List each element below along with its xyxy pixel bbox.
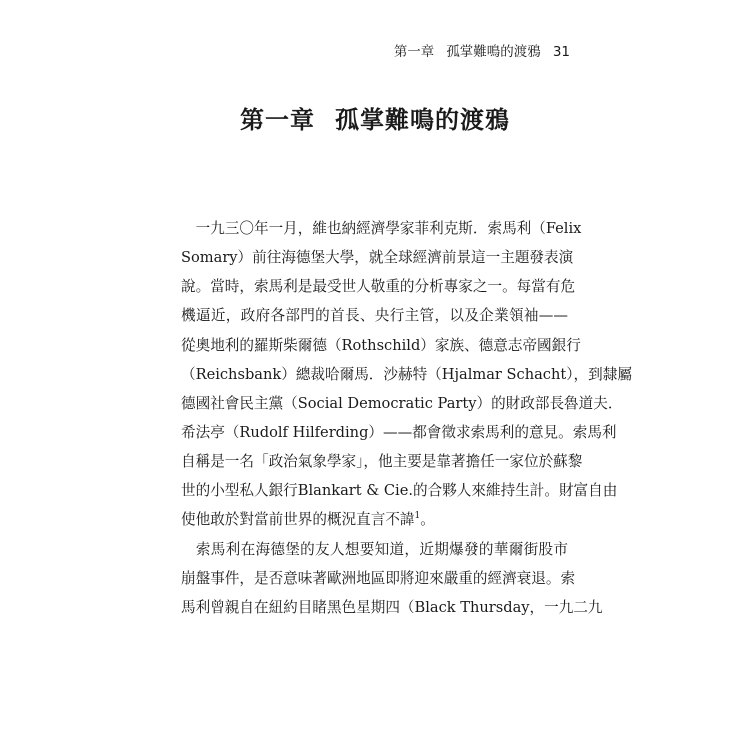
chapter-title-name: 孤掌難鳴的渡鴉 [335, 105, 510, 134]
chapter-title [0, 100, 750, 135]
text-line: 自稱是一名「政治氣象學家」，他主要是靠著擔任一家位於蘇黎 [181, 453, 583, 471]
text-line: 希法亭（Rudolf Hilferding）——都會徵求索馬利的意見。索馬利 [181, 423, 617, 441]
header-chapter-label: 第一章 [393, 44, 435, 60]
text-line: 索馬利在海德堡的友人想要知道，近期爆發的華爾街股市 [181, 540, 568, 558]
paragraph-end-line [181, 505, 568, 534]
text-line: 馬利曾親自在紐約目睹黑色星期四（Black Thursday，一九二九 [181, 598, 603, 616]
text-line: 崩盤事件，是否意味著歐洲地區即將迎來嚴重的經濟衰退。索 [181, 569, 576, 587]
body-text [181, 214, 632, 622]
text-line: 說。當時，索馬利是最受世人敬重的分析專家之一。每當有危 [181, 278, 576, 296]
running-header [394, 40, 570, 60]
text-line: 機逼近，政府各部門的首長、央行主管，以及企業領袖—— [181, 307, 568, 325]
header-chapter-name: 孤掌難鳴的渡鴉 [446, 44, 541, 60]
text-line: 德國社會民主黨（Social Democratic Party）的財政部長魯道夫． [181, 394, 623, 412]
text-line: Somary）前往海德堡大學，就全球經濟前景這一主題發表演 [181, 249, 574, 267]
text-line: 使他敢於對當前世界的概況直言不諱 [181, 511, 415, 529]
page-number: 31 [552, 44, 570, 60]
footnote-marker[interactable]: 1 [414, 511, 421, 522]
chapter-title-label: 第一章 [240, 105, 315, 134]
footnote-tail: 。 [420, 511, 435, 529]
text-line: （Reichsbank）總裁哈爾馬．沙赫特（Hjalmar Schacht），到隸屬 [181, 365, 632, 383]
text-line: 世的小型私人銀行Blankart & Cie.的合夥人來維持生計。財富自由 [181, 482, 618, 500]
text-line: 一九三〇年一月，維也納經濟學家菲利克斯．索馬利（Felix [181, 220, 582, 237]
text-line: 從奧地利的羅斯柴爾德（Rothschild）家族、德意志帝國銀行 [181, 336, 581, 354]
